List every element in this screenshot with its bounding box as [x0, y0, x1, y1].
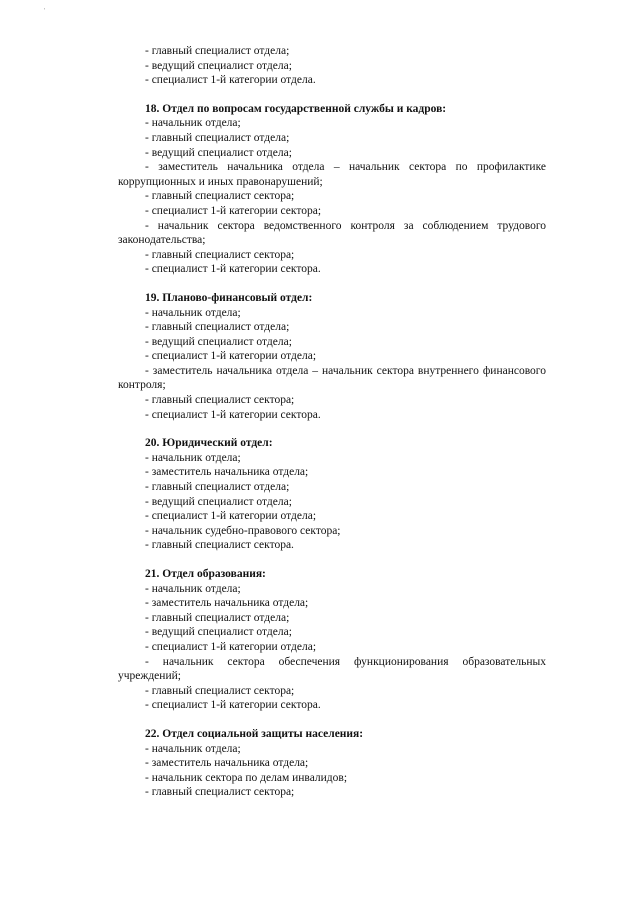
list-item: - специалист 1-й категории отдела; — [145, 510, 317, 523]
list-item: - заместитель начальника отдела; — [145, 757, 309, 770]
section-heading-20: 20. Юридический отдел: — [145, 437, 273, 450]
list-item: - специалист 1-й категории сектора; — [145, 204, 322, 217]
list-item-continuation: коррупционных и иных правонарушений; — [118, 175, 323, 188]
section-heading-19: 19. Планово-финансовый отдел: — [145, 291, 313, 304]
list-item: - ведущий специалист отдела; — [145, 335, 292, 348]
list-item-sector: - начальник сектора обеспечения функционирования образовательных — [145, 655, 546, 668]
list-item: - специалист 1-й категории отдела; — [145, 640, 317, 653]
list-item: - ведущий специалист отдела; — [145, 59, 292, 72]
list-item: - главный специалист отдела; — [145, 321, 290, 334]
list-item: - специалист 1-й категории сектора. — [145, 263, 321, 276]
list-item: - начальник отдела; — [145, 117, 241, 130]
list-item: - начальник сектора по делам инвалидов; — [145, 771, 348, 784]
list-item: - специалист 1-й категории отдела; — [145, 350, 317, 363]
list-item: - главный специалист отдела; — [145, 481, 290, 494]
list-item: - заместитель начальника отдела; — [145, 597, 309, 610]
list-item: - начальник отдела; — [145, 306, 241, 319]
list-item: - ведущий специалист отдела; — [145, 626, 292, 639]
list-item: - специалист 1-й категории отдела. — [145, 74, 316, 87]
list-item: - главный специалист сектора; — [145, 786, 295, 799]
list-item: - начальник отдела; — [145, 582, 241, 595]
list-item: - ведущий специалист отдела; — [145, 495, 292, 508]
list-item: - главный специалист сектора; — [145, 394, 295, 407]
section-heading-22: 22. Отдел социальной защиты населения: — [145, 727, 364, 740]
list-item: - начальник отдела; — [145, 742, 241, 755]
list-item-continuation: контроля; — [118, 379, 166, 392]
list-item: - главный специалист сектора. — [145, 539, 294, 552]
list-item: - главный специалист сектора; — [145, 248, 295, 261]
list-item-deputy: - заместитель начальника отдела – начальник сектора внутреннего финансового — [145, 364, 546, 377]
list-item: - главный специалист сектора; — [145, 684, 295, 697]
section-heading-21: 21. Отдел образования: — [145, 568, 266, 580]
list-item: - специалист 1-й категории сектора. — [145, 699, 321, 712]
corner-mark: ' — [44, 7, 46, 15]
list-item: - заместитель начальника отдела; — [145, 466, 309, 479]
list-item: - главный специалист отдела; — [145, 45, 290, 57]
section-heading-18: 18. Отдел по вопросам государственной службы и кадров: — [145, 102, 447, 115]
list-item: - главный специалист отдела; — [145, 131, 290, 144]
list-item: - главный специалист сектора; — [145, 190, 295, 203]
list-item-continuation: учреждений; — [118, 670, 181, 683]
document-body — [118, 44, 546, 800]
list-item-continuation: законодательства; — [118, 234, 206, 247]
list-item: - начальник отдела; — [145, 451, 241, 464]
list-item: - ведущий специалист отдела; — [145, 146, 292, 159]
list-item-control: - начальник сектора ведомственного контроля за соблюдением трудового — [145, 219, 546, 232]
list-item: - специалист 1-й категории сектора. — [145, 408, 321, 421]
list-item: - начальник судебно-правового сектора; — [145, 524, 341, 537]
list-item-deputy: - заместитель начальника отдела – начальник сектора по профилактике — [145, 161, 546, 174]
list-item: - главный специалист отдела; — [145, 611, 290, 624]
